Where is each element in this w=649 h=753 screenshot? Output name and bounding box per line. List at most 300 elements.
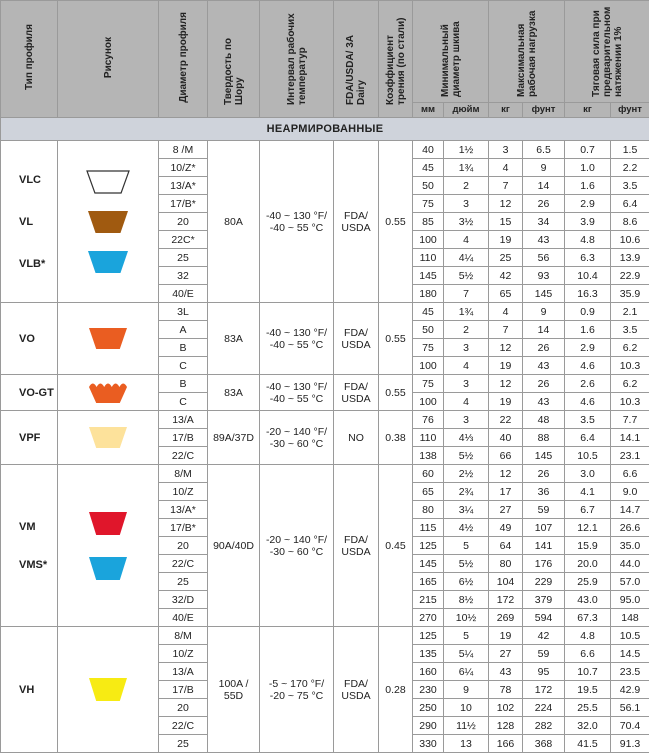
min-pulley-mm-cell: 145: [413, 267, 444, 285]
min-pulley-inch-cell: 4⅓: [444, 429, 489, 447]
min-pulley-mm-cell: 100: [413, 357, 444, 375]
max-load-kg-cell: 78: [489, 681, 523, 699]
min-pulley-mm-cell: 138: [413, 447, 444, 465]
fda-cell-line: FDA/: [336, 327, 376, 339]
header-fda: FDA/USDA/ 3A Dairy: [334, 1, 379, 118]
profile-diameter-cell: 25: [159, 249, 208, 267]
unit-inch: дюйм: [444, 103, 489, 118]
profile-drawing-cell: [58, 465, 159, 627]
tension-kg-cell: 2.9: [565, 195, 611, 213]
min-pulley-mm-cell: 290: [413, 717, 444, 735]
tension-kg-cell: 3.0: [565, 465, 611, 483]
min-pulley-mm-cell: 40: [413, 141, 444, 159]
profile-diameter-cell: 22C*: [159, 231, 208, 249]
fda-cell-line: NO: [336, 432, 376, 444]
profile-label: VL: [19, 216, 55, 228]
max-load-lb-cell: 93: [523, 267, 565, 285]
fda-cell: [334, 303, 379, 375]
shore-hardness-cell-line: 55D: [210, 690, 257, 702]
shore-hardness-cell: [208, 627, 260, 753]
fda-cell-line: FDA/: [336, 381, 376, 393]
max-load-kg-cell: 7: [489, 177, 523, 195]
vm-profile-icon: [88, 511, 128, 536]
max-load-lb-cell: 107: [523, 519, 565, 537]
max-load-lb-cell: 88: [523, 429, 565, 447]
max-load-kg-cell: 64: [489, 537, 523, 555]
vlb-profile-icon: [87, 250, 129, 274]
min-pulley-inch-cell: 3: [444, 375, 489, 393]
friction-cell: [379, 375, 413, 411]
profile-drawing-cell: [58, 411, 159, 465]
min-pulley-inch-cell: 10: [444, 699, 489, 717]
max-load-lb-cell: 172: [523, 681, 565, 699]
tension-kg-cell: 1.6: [565, 177, 611, 195]
tension-lb-cell: 6.2: [611, 339, 649, 357]
min-pulley-mm-cell: 125: [413, 627, 444, 645]
max-load-kg-cell: 49: [489, 519, 523, 537]
tension-kg-cell: 3.9: [565, 213, 611, 231]
fda-cell: [334, 141, 379, 303]
tension-kg-cell: 6.6: [565, 645, 611, 663]
min-pulley-inch-cell: 4½: [444, 519, 489, 537]
min-pulley-mm-cell: 80: [413, 501, 444, 519]
profile-diameter-cell: 3L: [159, 303, 208, 321]
min-pulley-mm-cell: 75: [413, 375, 444, 393]
max-load-lb-cell: 14: [523, 177, 565, 195]
shore-hardness-cell: [208, 375, 260, 411]
tension-kg-cell: 43.0: [565, 591, 611, 609]
tension-kg-cell: 3.5: [565, 411, 611, 429]
tension-kg-cell: 6.7: [565, 501, 611, 519]
min-pulley-inch-cell: 4: [444, 393, 489, 411]
shore-hardness-cell: [208, 411, 260, 465]
header-tension: Тяговая сила при предварительном натяжении 1%: [565, 1, 649, 103]
fda-cell: [334, 411, 379, 465]
min-pulley-inch-cell: 5½: [444, 267, 489, 285]
max-load-kg-cell: 40: [489, 429, 523, 447]
max-load-lb-cell: 594: [523, 609, 565, 627]
tension-lb-cell: 95.0: [611, 591, 649, 609]
min-pulley-inch-cell: 10½: [444, 609, 489, 627]
header-profile-diameter: Диаметр профиля: [159, 1, 208, 118]
min-pulley-mm-cell: 145: [413, 555, 444, 573]
min-pulley-inch-cell: 5: [444, 627, 489, 645]
profile-diameter-cell: 40/E: [159, 609, 208, 627]
vh-profile-icon: [88, 677, 128, 702]
min-pulley-mm-cell: 165: [413, 573, 444, 591]
vpf-profile-icon: [88, 426, 128, 449]
max-load-kg-cell: 166: [489, 735, 523, 753]
min-pulley-mm-cell: 45: [413, 303, 444, 321]
temp-interval-cell: [260, 627, 334, 753]
fda-cell-line: FDA/: [336, 210, 376, 222]
tension-lb-cell: 14.1: [611, 429, 649, 447]
min-pulley-inch-cell: 11½: [444, 717, 489, 735]
min-pulley-mm-cell: 75: [413, 339, 444, 357]
profile-diameter-cell: 20: [159, 213, 208, 231]
friction-cell: [379, 627, 413, 753]
max-load-lb-cell: 43: [523, 393, 565, 411]
fda-cell: [334, 465, 379, 627]
header-shore-hardness: Твердость по Шору: [208, 1, 260, 118]
shore-hardness-cell: [208, 303, 260, 375]
max-load-lb-cell: 43: [523, 231, 565, 249]
profile-type-cell: [1, 627, 58, 753]
max-load-kg-cell: 12: [489, 195, 523, 213]
profile-diameter-cell: 22/C: [159, 555, 208, 573]
tension-kg-cell: 4.1: [565, 483, 611, 501]
max-load-kg-cell: 269: [489, 609, 523, 627]
min-pulley-inch-cell: 5½: [444, 555, 489, 573]
tension-kg-cell: 4.8: [565, 231, 611, 249]
temp-interval-cell-line: -40 ~ 55 °C: [262, 222, 331, 234]
header-drawing: Рисунок: [58, 1, 159, 118]
max-load-lb-cell: 379: [523, 591, 565, 609]
friction-cell-line: 0.28: [381, 684, 410, 696]
temp-interval-cell-line: -40 ~ 130 °F/: [262, 210, 331, 222]
tension-lb-cell: 8.6: [611, 213, 649, 231]
max-load-kg-cell: 27: [489, 501, 523, 519]
min-pulley-mm-cell: 110: [413, 249, 444, 267]
tension-kg-cell: 10.5: [565, 447, 611, 465]
min-pulley-mm-cell: 50: [413, 177, 444, 195]
profile-label: VO-GT: [19, 387, 55, 399]
vo-profile-icon: [88, 327, 128, 350]
tension-lb-cell: 6.2: [611, 375, 649, 393]
tension-kg-cell: 2.9: [565, 339, 611, 357]
max-load-kg-cell: 19: [489, 357, 523, 375]
table-row: [1, 465, 649, 483]
max-load-lb-cell: 59: [523, 645, 565, 663]
max-load-kg-cell: 19: [489, 231, 523, 249]
unit-lb-load: фунт: [523, 103, 565, 118]
profile-label: VMS*: [19, 559, 55, 571]
tension-kg-cell: 32.0: [565, 717, 611, 735]
max-load-kg-cell: 25: [489, 249, 523, 267]
min-pulley-inch-cell: 4¼: [444, 249, 489, 267]
fda-cell: [334, 627, 379, 753]
max-load-lb-cell: 141: [523, 537, 565, 555]
friction-cell-line: 0.38: [381, 432, 410, 444]
shore-hardness-cell-line: 100A /: [210, 678, 257, 690]
temp-interval-cell: [260, 375, 334, 411]
min-pulley-inch-cell: 3¼: [444, 501, 489, 519]
temp-interval-cell-line: -40 ~ 130 °F/: [262, 381, 331, 393]
profile-type-cell: [1, 303, 58, 375]
fda-cell-line: USDA: [336, 546, 376, 558]
min-pulley-inch-cell: 13: [444, 735, 489, 753]
max-load-lb-cell: 368: [523, 735, 565, 753]
fda-cell-line: USDA: [336, 690, 376, 702]
shore-hardness-cell-line: 90A/40D: [210, 540, 257, 552]
tension-lb-cell: 23.1: [611, 447, 649, 465]
profile-diameter-cell: C: [159, 357, 208, 375]
tension-lb-cell: 35.9: [611, 285, 649, 303]
profile-diameter-cell: 25: [159, 735, 208, 753]
max-load-kg-cell: 172: [489, 591, 523, 609]
min-pulley-mm-cell: 100: [413, 393, 444, 411]
max-load-kg-cell: 43: [489, 663, 523, 681]
min-pulley-inch-cell: 7: [444, 285, 489, 303]
table-body: [1, 141, 649, 753]
tension-kg-cell: 19.5: [565, 681, 611, 699]
max-load-kg-cell: 104: [489, 573, 523, 591]
tension-kg-cell: 4.6: [565, 393, 611, 411]
header-temp-interval: Интервал рабочих температур: [260, 1, 334, 118]
unit-mm: мм: [413, 103, 444, 118]
friction-cell-line: 0.55: [381, 216, 410, 228]
tension-kg-cell: 1.6: [565, 321, 611, 339]
min-pulley-inch-cell: 2½: [444, 465, 489, 483]
profile-diameter-cell: 22/C: [159, 717, 208, 735]
temp-interval-cell-line: -20 ~ 140 °F/: [262, 534, 331, 546]
tension-lb-cell: 26.6: [611, 519, 649, 537]
temp-interval-cell-line: -40 ~ 55 °C: [262, 393, 331, 405]
profile-diameter-cell: 10/Z*: [159, 159, 208, 177]
profile-diameter-cell: 25: [159, 573, 208, 591]
max-load-kg-cell: 4: [489, 303, 523, 321]
profile-diameter-cell: 10/Z: [159, 483, 208, 501]
friction-cell-line: 0.55: [381, 333, 410, 345]
min-pulley-mm-cell: 75: [413, 195, 444, 213]
tension-kg-cell: 0.7: [565, 141, 611, 159]
profile-drawing-cell: [58, 375, 159, 411]
tension-kg-cell: 67.3: [565, 609, 611, 627]
tension-lb-cell: 42.9: [611, 681, 649, 699]
min-pulley-inch-cell: 9: [444, 681, 489, 699]
min-pulley-mm-cell: 65: [413, 483, 444, 501]
profile-diameter-cell: 17/B*: [159, 195, 208, 213]
tension-lb-cell: 23.5: [611, 663, 649, 681]
tension-lb-cell: 14.7: [611, 501, 649, 519]
max-load-kg-cell: 12: [489, 339, 523, 357]
friction-cell: [379, 303, 413, 375]
min-pulley-inch-cell: 6½: [444, 573, 489, 591]
tension-lb-cell: 10.5: [611, 627, 649, 645]
max-load-kg-cell: 22: [489, 411, 523, 429]
min-pulley-mm-cell: 330: [413, 735, 444, 753]
table-row: [1, 141, 649, 159]
max-load-lb-cell: 43: [523, 357, 565, 375]
tension-lb-cell: 10.3: [611, 393, 649, 411]
profile-diameter-cell: 32: [159, 267, 208, 285]
profile-drawing-cell: [58, 627, 159, 753]
max-load-kg-cell: 12: [489, 375, 523, 393]
max-load-kg-cell: 7: [489, 321, 523, 339]
max-load-lb-cell: 36: [523, 483, 565, 501]
fda-cell-line: USDA: [336, 393, 376, 405]
table-row: [1, 303, 649, 321]
profile-drawing-cell: [58, 141, 159, 303]
profile-diameter-cell: 20: [159, 537, 208, 555]
tension-lb-cell: 7.7: [611, 411, 649, 429]
max-load-kg-cell: 42: [489, 267, 523, 285]
min-pulley-inch-cell: 8½: [444, 591, 489, 609]
max-load-lb-cell: 56: [523, 249, 565, 267]
unit-kg-load: кг: [489, 103, 523, 118]
max-load-kg-cell: 80: [489, 555, 523, 573]
tension-kg-cell: 10.7: [565, 663, 611, 681]
fda-cell-line: FDA/: [336, 678, 376, 690]
tension-lb-cell: 3.5: [611, 177, 649, 195]
profile-drawing-cell: [58, 303, 159, 375]
max-load-lb-cell: 26: [523, 195, 565, 213]
tension-lb-cell: 1.5: [611, 141, 649, 159]
min-pulley-mm-cell: 110: [413, 429, 444, 447]
temp-interval-cell-line: -5 ~ 170 °F/: [262, 678, 331, 690]
profile-diameter-cell: 17/B: [159, 681, 208, 699]
max-load-lb-cell: 26: [523, 375, 565, 393]
max-load-lb-cell: 229: [523, 573, 565, 591]
min-pulley-mm-cell: 125: [413, 537, 444, 555]
min-pulley-inch-cell: 3: [444, 195, 489, 213]
profile-type-cell: [1, 141, 58, 303]
profile-diameter-cell: 8 /M: [159, 141, 208, 159]
min-pulley-mm-cell: 60: [413, 465, 444, 483]
max-load-lb-cell: 176: [523, 555, 565, 573]
profile-diameter-cell: 13/A*: [159, 177, 208, 195]
min-pulley-mm-cell: 215: [413, 591, 444, 609]
profile-diameter-cell: 20: [159, 699, 208, 717]
min-pulley-mm-cell: 100: [413, 231, 444, 249]
friction-cell: [379, 141, 413, 303]
tension-lb-cell: 57.0: [611, 573, 649, 591]
profile-type-cell: [1, 411, 58, 465]
table-row: [1, 375, 649, 393]
max-load-kg-cell: 17: [489, 483, 523, 501]
tension-kg-cell: 6.4: [565, 429, 611, 447]
tension-kg-cell: 4.6: [565, 357, 611, 375]
profile-diameter-cell: 17/B: [159, 429, 208, 447]
max-load-kg-cell: 66: [489, 447, 523, 465]
tension-kg-cell: 25.9: [565, 573, 611, 591]
vms-profile-icon: [88, 556, 128, 581]
min-pulley-inch-cell: 1½: [444, 141, 489, 159]
min-pulley-inch-cell: 5½: [444, 447, 489, 465]
max-load-kg-cell: 19: [489, 627, 523, 645]
tension-kg-cell: 2.6: [565, 375, 611, 393]
max-load-lb-cell: 26: [523, 339, 565, 357]
max-load-lb-cell: 6.5: [523, 141, 565, 159]
header-max-load: Максимальная рабочая нагрузка: [489, 1, 565, 103]
tension-kg-cell: 25.5: [565, 699, 611, 717]
max-load-lb-cell: 34: [523, 213, 565, 231]
tension-lb-cell: 10.3: [611, 357, 649, 375]
min-pulley-mm-cell: 160: [413, 663, 444, 681]
header-min-pulley: Минимальный диаметр шкива: [413, 1, 489, 103]
min-pulley-inch-cell: 4: [444, 357, 489, 375]
min-pulley-mm-cell: 115: [413, 519, 444, 537]
friction-cell-line: 0.45: [381, 540, 410, 552]
max-load-kg-cell: 65: [489, 285, 523, 303]
profile-diameter-cell: 17/B*: [159, 519, 208, 537]
max-load-lb-cell: 95: [523, 663, 565, 681]
profile-label: VO: [19, 333, 55, 345]
tension-lb-cell: 2.2: [611, 159, 649, 177]
tension-kg-cell: 12.1: [565, 519, 611, 537]
max-load-lb-cell: 9: [523, 303, 565, 321]
tension-kg-cell: 10.4: [565, 267, 611, 285]
profile-diameter-cell: 22/C: [159, 447, 208, 465]
min-pulley-mm-cell: 76: [413, 411, 444, 429]
profile-diameter-cell: 13/A: [159, 663, 208, 681]
max-load-kg-cell: 12: [489, 465, 523, 483]
tension-lb-cell: 70.4: [611, 717, 649, 735]
profile-diameter-cell: A: [159, 321, 208, 339]
min-pulley-inch-cell: 1¾: [444, 159, 489, 177]
profile-type-cell: [1, 375, 58, 411]
min-pulley-mm-cell: 180: [413, 285, 444, 303]
max-load-kg-cell: 27: [489, 645, 523, 663]
section-title: НЕАРМИРОВАННЫЕ: [1, 118, 649, 141]
vo-gt-profile-icon: [88, 382, 128, 404]
tension-lb-cell: 6.4: [611, 195, 649, 213]
shore-hardness-cell-line: 83A: [210, 333, 257, 345]
profile-diameter-cell: 13/A: [159, 411, 208, 429]
tension-lb-cell: 44.0: [611, 555, 649, 573]
shore-hardness-cell-line: 89A/37D: [210, 432, 257, 444]
profile-diameter-cell: 8/M: [159, 465, 208, 483]
max-load-lb-cell: 48: [523, 411, 565, 429]
tension-kg-cell: 6.3: [565, 249, 611, 267]
max-load-lb-cell: 59: [523, 501, 565, 519]
fda-cell-line: FDA/: [336, 534, 376, 546]
profile-label: VM: [19, 521, 55, 533]
profile-diameter-cell: B: [159, 375, 208, 393]
min-pulley-inch-cell: 5: [444, 537, 489, 555]
min-pulley-inch-cell: 2: [444, 321, 489, 339]
tension-lb-cell: 6.6: [611, 465, 649, 483]
tension-lb-cell: 91.3: [611, 735, 649, 753]
profile-label: VPF: [19, 432, 55, 444]
min-pulley-mm-cell: 270: [413, 609, 444, 627]
min-pulley-inch-cell: 3: [444, 411, 489, 429]
temp-interval-cell: [260, 411, 334, 465]
min-pulley-mm-cell: 85: [413, 213, 444, 231]
max-load-lb-cell: 14: [523, 321, 565, 339]
fda-cell: [334, 375, 379, 411]
temp-interval-cell: [260, 465, 334, 627]
profile-label: VLC: [19, 174, 55, 186]
friction-cell: [379, 465, 413, 627]
fda-cell-line: USDA: [336, 222, 376, 234]
max-load-lb-cell: 145: [523, 285, 565, 303]
max-load-lb-cell: 224: [523, 699, 565, 717]
friction-cell: [379, 411, 413, 465]
profile-diameter-cell: 8/M: [159, 627, 208, 645]
temp-interval-cell-line: -20 ~ 140 °F/: [262, 426, 331, 438]
tension-kg-cell: 1.0: [565, 159, 611, 177]
vl-profile-icon: [87, 210, 129, 234]
tension-lb-cell: 2.1: [611, 303, 649, 321]
min-pulley-mm-cell: 230: [413, 681, 444, 699]
tension-lb-cell: 9.0: [611, 483, 649, 501]
shore-hardness-cell: [208, 465, 260, 627]
profile-diameter-cell: B: [159, 339, 208, 357]
friction-cell-line: 0.55: [381, 387, 410, 399]
min-pulley-inch-cell: 4: [444, 231, 489, 249]
tension-lb-cell: 56.1: [611, 699, 649, 717]
min-pulley-inch-cell: 5¼: [444, 645, 489, 663]
tension-kg-cell: 20.0: [565, 555, 611, 573]
tension-lb-cell: 22.9: [611, 267, 649, 285]
tension-lb-cell: 13.9: [611, 249, 649, 267]
min-pulley-inch-cell: 3: [444, 339, 489, 357]
tension-kg-cell: 4.8: [565, 627, 611, 645]
tension-kg-cell: 0.9: [565, 303, 611, 321]
profile-diameter-cell: C: [159, 393, 208, 411]
max-load-lb-cell: 145: [523, 447, 565, 465]
